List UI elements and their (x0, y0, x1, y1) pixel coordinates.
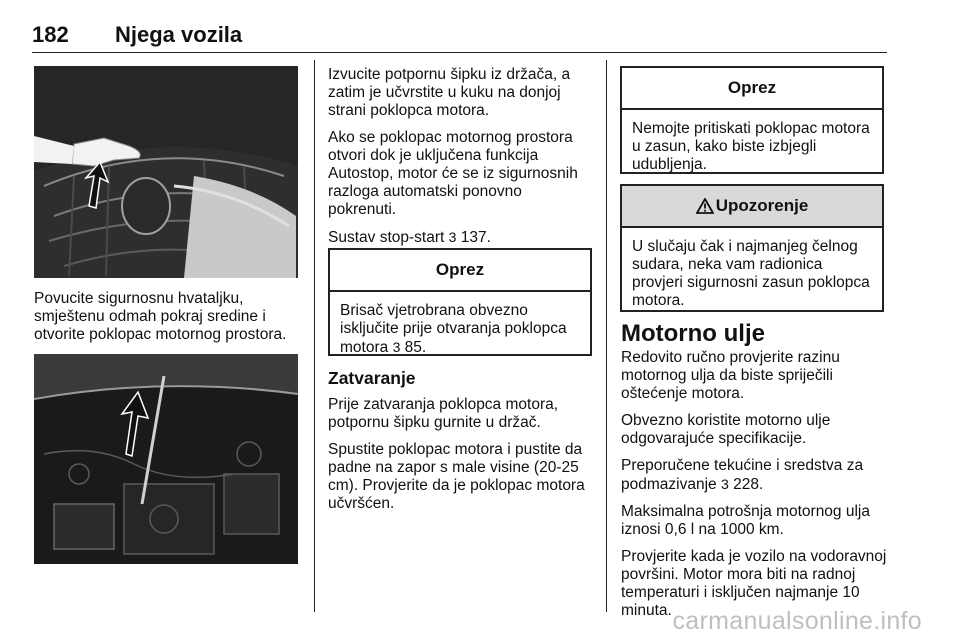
para-pull-rod: Izvucite potpornu šipku iz držača, a zatim je učvrstite u kuku na donjoj strani poklopca motora. (328, 66, 571, 119)
hood-latch-illustration (34, 66, 298, 278)
ref-page: 228. (733, 476, 764, 493)
oil-text (621, 349, 887, 629)
oil-para-1: Redovito ručno provjerite razinu motornog ulja da biste spriječili oštećenje motora. (621, 349, 840, 402)
warning-title: Upozorenje (715, 196, 809, 215)
para-autostop: Ako se poklopac motornog prostora otvori dok je uključena funkcija Autostop, motor će se iz sigurnosnih razloga automatski ponovno pokrenuti. (328, 129, 578, 218)
page-ref-icon: 3 (448, 229, 457, 245)
ref-text: Preporučene tekućine i sredstva za podmazivanje (621, 457, 864, 493)
closing-text (328, 396, 594, 522)
section-title: Motorno ulje (621, 320, 765, 347)
warning-triangle-icon (696, 198, 714, 214)
closing-para-1: Prije zatvaranja poklopca motora, potpornu šipku gurnite u držač. (328, 396, 559, 431)
left-caption (34, 290, 306, 353)
warning-header (622, 186, 882, 228)
ref-text: Sustav stop-start (328, 229, 445, 246)
warning-text: U slučaju čak i najmanjeg čelnog sudara, neka vam radionica provjeri sigurnosni zasun poklopca motora. (632, 238, 870, 309)
caution-title: Oprez (330, 250, 590, 292)
chapter-title: Njega vozila (115, 22, 243, 47)
ref-page: 137. (460, 229, 491, 246)
oil-para-2: Obvezno koristite motorno ulje odgovarajuće specifikacije. (621, 412, 831, 447)
column-divider (314, 60, 315, 612)
caution-box-wiper (328, 248, 592, 356)
column-divider (606, 60, 607, 612)
closing-para-2: Spustite poklopac motora i pustite da padne na zapor s male visine (20-25 cm). Provjerite da je poklopac motora učvršćen. (328, 441, 585, 512)
para-stop-start-ref (328, 228, 594, 247)
oil-para-5: Provjerite kada je vozilo na vodoravnoj površini. Motor mora biti na radnoj temperaturi i isključen najmanje 10 minuta. (621, 548, 887, 619)
page-number: 182 (32, 22, 69, 47)
caution-box-hood (620, 66, 884, 174)
closing-heading: Zatvaranje (328, 368, 416, 388)
caution-text: Nemojte pritiskati poklopac motora u zasun, kako biste izbjegli udubljenja. (632, 120, 870, 173)
page-ref-icon: 3 (720, 476, 729, 492)
caption-pull-latch: Povucite sigurnosnu hvataljku, smještenu odmah pokraj sredine i otvorite poklopac motornog prostora. (34, 290, 287, 343)
middle-intro (328, 66, 594, 256)
caution-ref-page: 85. (404, 339, 427, 356)
support-rod-illustration (34, 354, 298, 564)
warning-box (620, 184, 884, 312)
page-header (32, 22, 887, 53)
caution-title: Oprez (622, 68, 882, 110)
oil-para-4: Maksimalna potrošnja motornog ulja iznosi 0,6 l na 1000 km. (621, 503, 870, 538)
page-ref-icon: 3 (392, 339, 401, 355)
oil-para-3 (621, 457, 887, 494)
caution-body (330, 292, 590, 357)
caution-text: Brisač vjetrobrana obvezno isključite prije otvaranja poklopca motora (340, 302, 567, 356)
watermark: carmanualsonline.info (672, 607, 922, 635)
